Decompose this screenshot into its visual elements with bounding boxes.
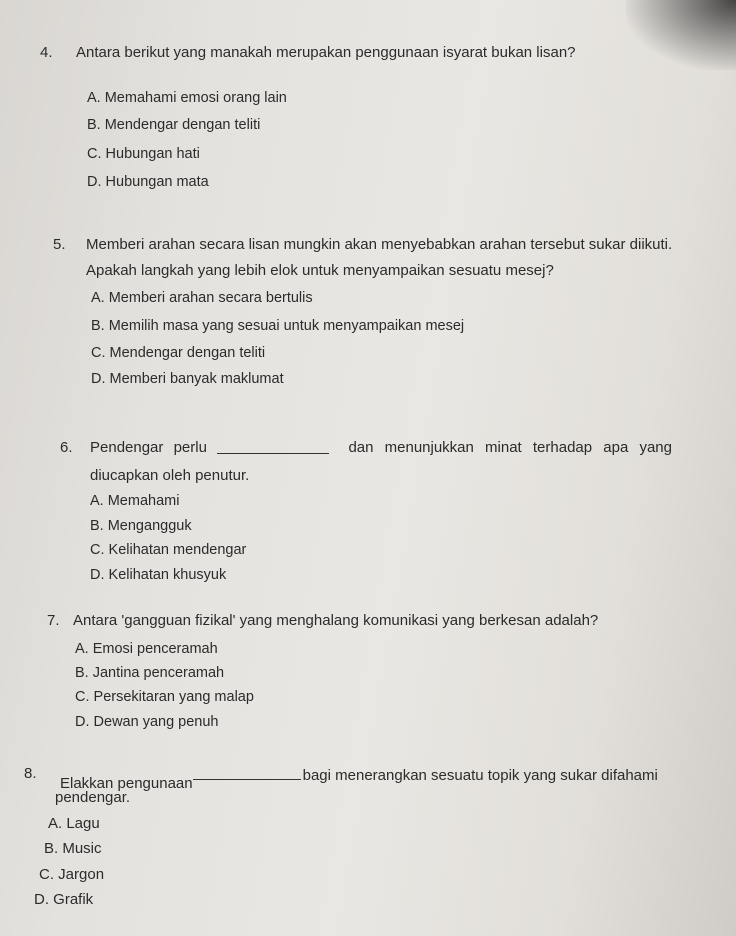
question-number: 4. — [40, 44, 53, 61]
question-text-before-blank: Elakkan pengunaan — [60, 775, 193, 792]
question-text-after-blank: bagi menerangkan sesuatu topik yang sukar difahami — [302, 767, 658, 784]
option-d: D. Hubungan mata — [87, 174, 209, 190]
page-shadow — [626, 0, 736, 70]
option-b: B. Mengangguk — [90, 518, 192, 534]
question-number: 7. — [47, 612, 60, 629]
question-text: Antara 'gangguan fizikal' yang menghalang komunikasi yang berkesan adalah? — [73, 612, 599, 629]
option-a: A. Memahami emosi orang lain — [87, 90, 287, 106]
option-a: A. Memahami — [90, 493, 180, 509]
option-a: A. Emosi penceramah — [75, 641, 218, 657]
question-number: 5. — [53, 236, 66, 253]
question-text — [60, 757, 658, 792]
question-text-line2: diucapkan oleh penutur. — [90, 467, 250, 484]
question-text-line2: Apakah langkah yang lebih elok untuk menyampaikan sesuatu mesej? — [86, 262, 554, 279]
question-text-after-blank: dan menunjukkan minat terhadap apa yang — [348, 439, 672, 456]
question-text-line2: pendengar. — [55, 789, 131, 806]
option-c: C. Kelihatan mendengar — [90, 542, 247, 558]
option-a: A. Lagu — [48, 815, 100, 832]
question-number: 6. — [60, 439, 73, 456]
option-a: A. Memberi arahan secara bertulis — [91, 290, 313, 306]
option-b: B. Memilih masa yang sesuai untuk menyampaikan mesej — [91, 318, 465, 334]
option-c: C. Hubungan hati — [87, 146, 200, 162]
question-text: Memberi arahan secara lisan mungkin akan menyebabkan arahan tersebut sukar diikuti. — [86, 236, 673, 253]
question-text: Antara berikut yang manakah merupakan penggunaan isyarat bukan lisan? — [76, 44, 576, 61]
option-d: D. Kelihatan khusyuk — [90, 567, 227, 583]
question-text-before-blank: Pendengar perlu — [90, 439, 207, 456]
question-number: 8. — [24, 765, 37, 782]
question-text — [90, 439, 672, 456]
option-d: D. Memberi banyak maklumat — [91, 371, 284, 387]
option-d: D. Dewan yang penuh — [75, 714, 219, 730]
option-b: B. Mendengar dengan teliti — [87, 117, 261, 133]
option-c: C. Mendengar dengan teliti — [91, 345, 266, 361]
option-d: D. Grafik — [34, 891, 94, 908]
answer-blank — [193, 757, 301, 780]
option-c: C. Persekitaran yang malap — [75, 689, 254, 705]
option-b: B. Music — [44, 840, 102, 857]
option-b: B. Jantina penceramah — [75, 665, 225, 681]
option-c: C. Jargon — [39, 866, 105, 883]
answer-blank — [217, 439, 329, 454]
